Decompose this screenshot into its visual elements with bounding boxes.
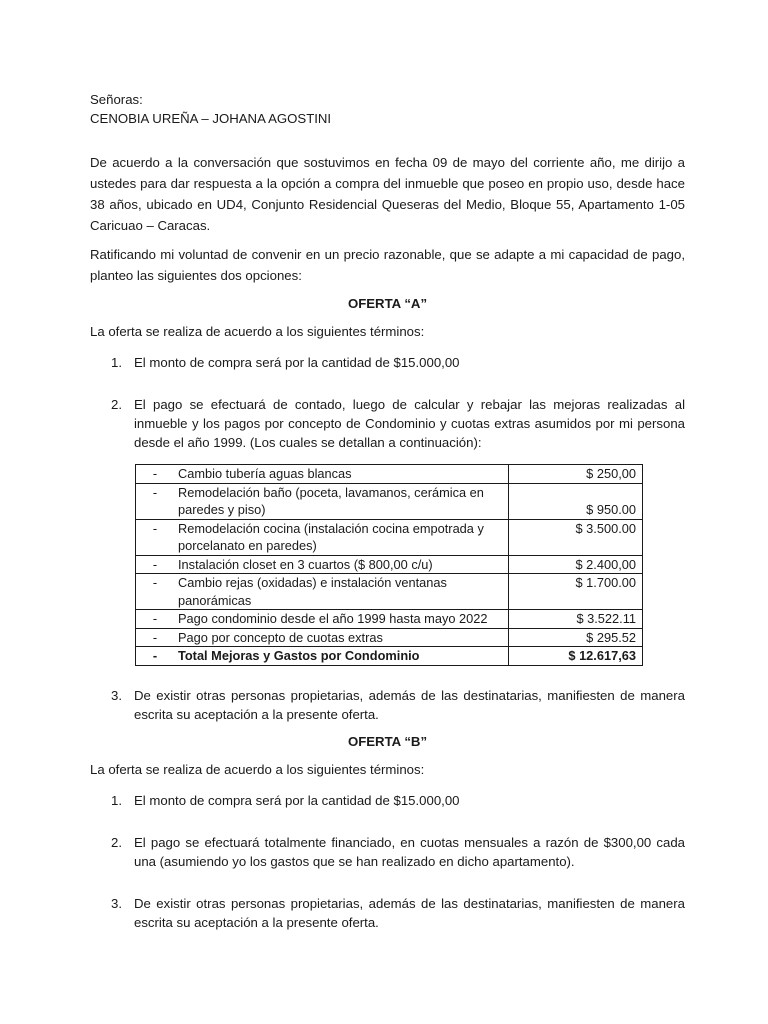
- offer-b-item-1: [90, 791, 685, 810]
- row-dash: -: [136, 465, 175, 484]
- total-description: Total Mejoras y Gastos por Condominio: [174, 647, 509, 666]
- offer-a-title: OFERTA “A”: [347, 296, 428, 311]
- list-text: El monto de compra será por la cantidad de $15.000,00: [134, 792, 460, 808]
- row-description: Pago condominio desde el año 1999 hasta mayo 2022: [174, 610, 509, 629]
- table-row: [136, 610, 643, 629]
- list-number: 2.: [111, 834, 122, 850]
- ratify-paragraph: Ratificando mi voluntad de convenir en un precio razonable, que se adapte a mi capacidad de pago, planteo las siguientes dos opciones:: [90, 247, 685, 283]
- costs-table: [135, 464, 643, 666]
- row-amount: $ 295.52: [509, 628, 643, 647]
- intro-paragraph: De acuerdo a la conversación que sostuvimos en fecha 09 de mayo del corriente año, me dirijo a ustedes para dar respuesta a la opción a compra del inmueble que poseo en propio uso, desde hace 38 años, ubicado en UD4, Conjunto Residencial Queseras del Medio, Bloque 55, Apartamento 1-05 Caricuao – Caracas.: [90, 155, 685, 233]
- list-text: El monto de compra será por la cantidad de $15.000,00: [134, 355, 460, 370]
- list-number: 2.: [111, 397, 122, 412]
- table-row: [136, 555, 643, 574]
- row-amount: $ 1.700.00: [509, 574, 643, 610]
- list-text: De existir otras personas propietarias, además de las destinatarias, manifiesten de manera escrita su aceptación a la presente oferta.: [134, 895, 685, 930]
- list-text: El pago se efectuará totalmente financiado, en cuotas mensuales a razón de $300,00 cada una (asumiendo yo los gastos que se han realizado en dicho apartamento).: [134, 834, 685, 869]
- offer-b-title: OFERTA “B”: [347, 733, 428, 749]
- row-dash: -: [136, 610, 175, 629]
- offer-a-item-1: [90, 353, 685, 372]
- letter-page: [90, 90, 685, 932]
- row-dash: -: [136, 519, 175, 555]
- row-amount: $ 2.400,00: [509, 555, 643, 574]
- row-description: Pago por concepto de cuotas extras: [174, 628, 509, 647]
- offer-a-item-2: [90, 395, 685, 452]
- recipients: CENOBIA UREÑA – JOHANA AGOSTINI: [90, 111, 332, 126]
- list-number: 1.: [111, 355, 122, 370]
- list-text: De existir otras personas propietarias, además de las destinatarias, manifiesten de manera escrita su aceptación a la presente oferta.: [134, 687, 685, 722]
- row-amount: $ 3.522.11: [509, 610, 643, 629]
- offer-a-terms-intro: La oferta se realiza de acuerdo a los siguientes términos:: [90, 324, 425, 339]
- row-amount: $ 950.00: [509, 483, 643, 519]
- row-dash: -: [136, 483, 175, 519]
- offer-b-terms-intro: La oferta se realiza de acuerdo a los siguientes términos:: [90, 761, 425, 777]
- list-text: El pago se efectuará de contado, luego de calcular y rebajar las mejoras realizadas al inmueble y los pagos por concepto de Condominio y cuotas extras asumidos por mi persona desde el año 1999. (Los cuales se detallan a continuación):: [134, 397, 685, 450]
- row-amount: $ 250,00: [509, 465, 643, 484]
- row-description: Instalación closet en 3 cuartos ($ 800,00 c/u): [174, 555, 509, 574]
- total-amount: $ 12.617,63: [509, 647, 643, 666]
- row-description: Remodelación cocina (instalación cocina empotrada y porcelanato en paredes): [174, 519, 509, 555]
- row-amount: $ 3.500.00: [509, 519, 643, 555]
- row-dash: -: [136, 574, 175, 610]
- table-row: [136, 465, 643, 484]
- row-description: Remodelación baño (poceta, lavamanos, cerámica en paredes y piso): [174, 483, 509, 519]
- salutation: Señoras:: [90, 92, 143, 107]
- table-row: [136, 574, 643, 610]
- table-total-row: [136, 647, 643, 666]
- row-dash: -: [136, 647, 175, 666]
- table-row: [136, 519, 643, 555]
- list-number: 3.: [111, 895, 122, 911]
- list-number: 3.: [111, 687, 122, 703]
- row-dash: -: [136, 628, 175, 647]
- offer-b-item-2: [90, 833, 685, 871]
- row-description: Cambio rejas (oxidadas) e instalación ventanas panorámicas: [174, 574, 509, 610]
- offer-a-item-3: [90, 686, 685, 724]
- offer-b-item-3: [90, 894, 685, 932]
- table-row: [136, 628, 643, 647]
- row-dash: -: [136, 555, 175, 574]
- list-number: 1.: [111, 792, 122, 808]
- table-row: [136, 483, 643, 519]
- row-description: Cambio tubería aguas blancas: [174, 465, 509, 484]
